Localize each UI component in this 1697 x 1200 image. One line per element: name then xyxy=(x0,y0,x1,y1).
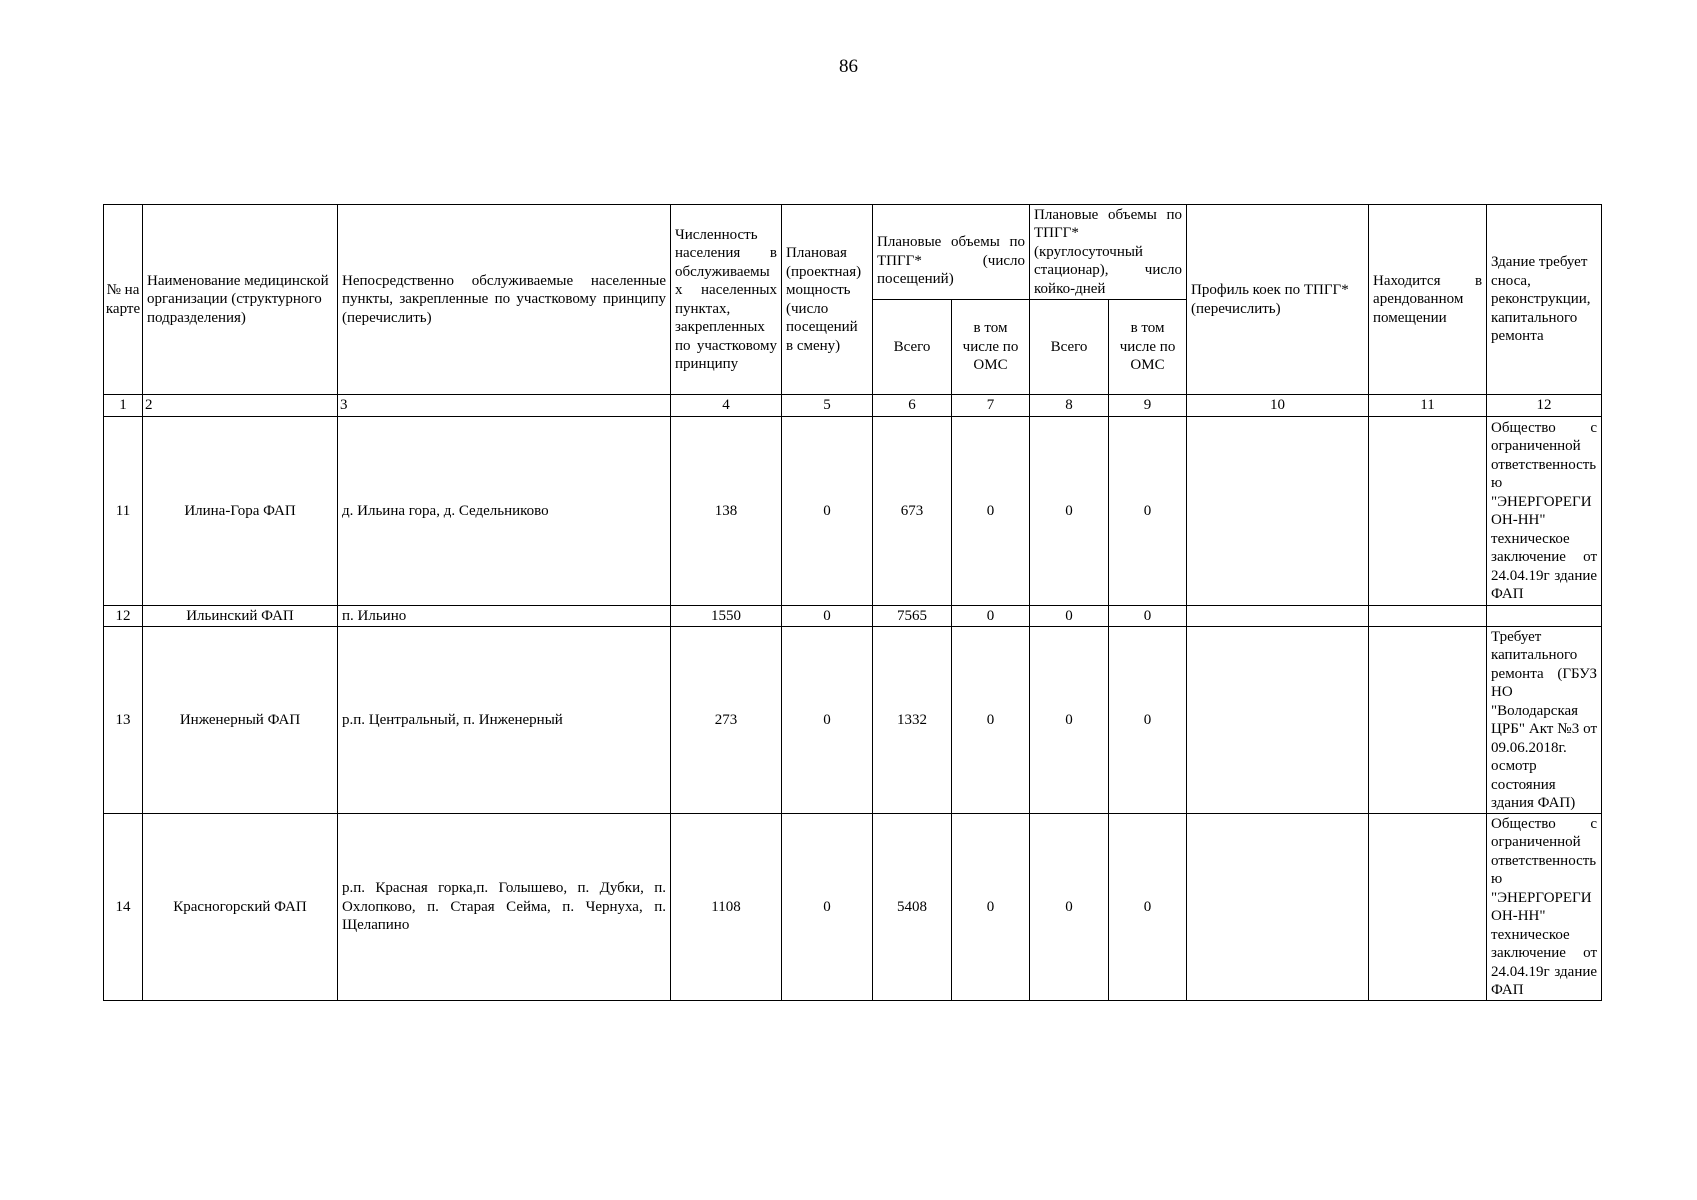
header-rented-premises: Находится в арендованном помещении xyxy=(1369,205,1487,395)
column-number: 4 xyxy=(671,395,782,417)
capacity: 0 xyxy=(782,627,873,814)
amb-oms: 0 xyxy=(952,814,1030,1001)
stat-total: 0 xyxy=(1030,417,1109,606)
building-note xyxy=(1487,606,1602,627)
row-number: 14 xyxy=(104,814,143,1001)
amb-total: 1332 xyxy=(873,627,952,814)
header-amb-total: Всего xyxy=(873,300,952,395)
column-number: 12 xyxy=(1487,395,1602,417)
organization-name: Инженерный ФАП xyxy=(143,627,338,814)
capacity: 0 xyxy=(782,814,873,1001)
stat-oms: 0 xyxy=(1109,606,1187,627)
rented-premises xyxy=(1369,417,1487,606)
stat-total: 0 xyxy=(1030,606,1109,627)
table-row xyxy=(104,417,1602,606)
header-amb-oms: в том числе по ОМС xyxy=(952,300,1030,395)
facilities-table xyxy=(103,204,1602,1001)
population: 1550 xyxy=(671,606,782,627)
column-number: 10 xyxy=(1187,395,1369,417)
stat-total: 0 xyxy=(1030,814,1109,1001)
amb-oms: 0 xyxy=(952,417,1030,606)
column-number: 9 xyxy=(1109,395,1187,417)
header-beds-profile: Профиль коек по ТПГГ* (перечислить) xyxy=(1187,205,1369,395)
beds-profile xyxy=(1187,417,1369,606)
header-capacity: Плановая (проектная) мощность (число посещений в смену) xyxy=(782,205,873,395)
table-row xyxy=(104,606,1602,627)
header-stationary-volumes: Плановые объемы по ТПГГ* (круглосуточный стационар), число койко-дней xyxy=(1030,205,1187,300)
amb-total: 7565 xyxy=(873,606,952,627)
header-map-number: № на карте xyxy=(104,205,143,395)
column-number: 6 xyxy=(873,395,952,417)
stat-oms: 0 xyxy=(1109,814,1187,1001)
table-row xyxy=(104,814,1602,1001)
organization-name: Ильинский ФАП xyxy=(143,606,338,627)
organization-name: Илина-Гора ФАП xyxy=(143,417,338,606)
row-number: 12 xyxy=(104,606,143,627)
table-row xyxy=(104,627,1602,814)
column-number: 3 xyxy=(338,395,671,417)
settlements: р.п. Центральный, п. Инженерный xyxy=(338,627,671,814)
column-numbers-row xyxy=(104,395,1602,417)
population: 273 xyxy=(671,627,782,814)
rented-premises xyxy=(1369,627,1487,814)
stat-oms: 0 xyxy=(1109,417,1187,606)
amb-oms: 0 xyxy=(952,606,1030,627)
stat-total: 0 xyxy=(1030,627,1109,814)
building-note: Общество с ограниченной ответственностью "ЭНЕРГОРЕГИОН-НН" техническое заключение от 24.04.19г здание ФАП xyxy=(1487,417,1602,606)
column-number: 11 xyxy=(1369,395,1487,417)
header-row-top xyxy=(104,205,1602,300)
stat-oms: 0 xyxy=(1109,627,1187,814)
amb-oms: 0 xyxy=(952,627,1030,814)
settlements: р.п. Красная горка,п. Голышево, п. Дубки, п. Охлопково, п. Старая Сейма, п. Чернуха, п. Щелапино xyxy=(338,814,671,1001)
settlements: д. Ильина гора, д. Седельниково xyxy=(338,417,671,606)
header-building-repair: Здание требует сноса, реконструкции, капитального ремонта xyxy=(1487,205,1602,395)
header-organization-name: Наименование медицинской организации (структурного подразделения) xyxy=(143,205,338,395)
page-number: 86 xyxy=(839,56,858,77)
beds-profile xyxy=(1187,814,1369,1001)
population: 138 xyxy=(671,417,782,606)
beds-profile xyxy=(1187,627,1369,814)
header-stat-total: Всего xyxy=(1030,300,1109,395)
header-stat-oms: в том числе по ОМС xyxy=(1109,300,1187,395)
column-number: 7 xyxy=(952,395,1030,417)
population: 1108 xyxy=(671,814,782,1001)
column-number: 1 xyxy=(104,395,143,417)
amb-total: 673 xyxy=(873,417,952,606)
column-number: 2 xyxy=(143,395,338,417)
amb-total: 5408 xyxy=(873,814,952,1001)
column-number: 5 xyxy=(782,395,873,417)
beds-profile xyxy=(1187,606,1369,627)
organization-name: Красногорский ФАП xyxy=(143,814,338,1001)
building-note: Общество с ограниченной ответственностью "ЭНЕРГОРЕГИОН-НН" техническое заключение от 24.04.19г здание ФАП xyxy=(1487,814,1602,1001)
building-note: Требует капитального ремонта (ГБУЗ НО "Володарская ЦРБ" Акт №3 от 09.06.2018г. осмотр состояния здания ФАП) xyxy=(1487,627,1602,814)
row-number: 11 xyxy=(104,417,143,606)
capacity: 0 xyxy=(782,606,873,627)
header-population: Численность населения в обслуживаемых населенных пунктах, закрепленных по участковому принципу xyxy=(671,205,782,395)
row-number: 13 xyxy=(104,627,143,814)
settlements: п. Ильино xyxy=(338,606,671,627)
column-number: 8 xyxy=(1030,395,1109,417)
rented-premises xyxy=(1369,606,1487,627)
capacity: 0 xyxy=(782,417,873,606)
header-ambulatory-volumes: Плановые объемы по ТПГГ* (число посещений) xyxy=(873,205,1030,300)
rented-premises xyxy=(1369,814,1487,1001)
header-settlements: Непосредственно обслуживаемые населенные пункты, закрепленные по участковому принципу (перечислить) xyxy=(338,205,671,395)
